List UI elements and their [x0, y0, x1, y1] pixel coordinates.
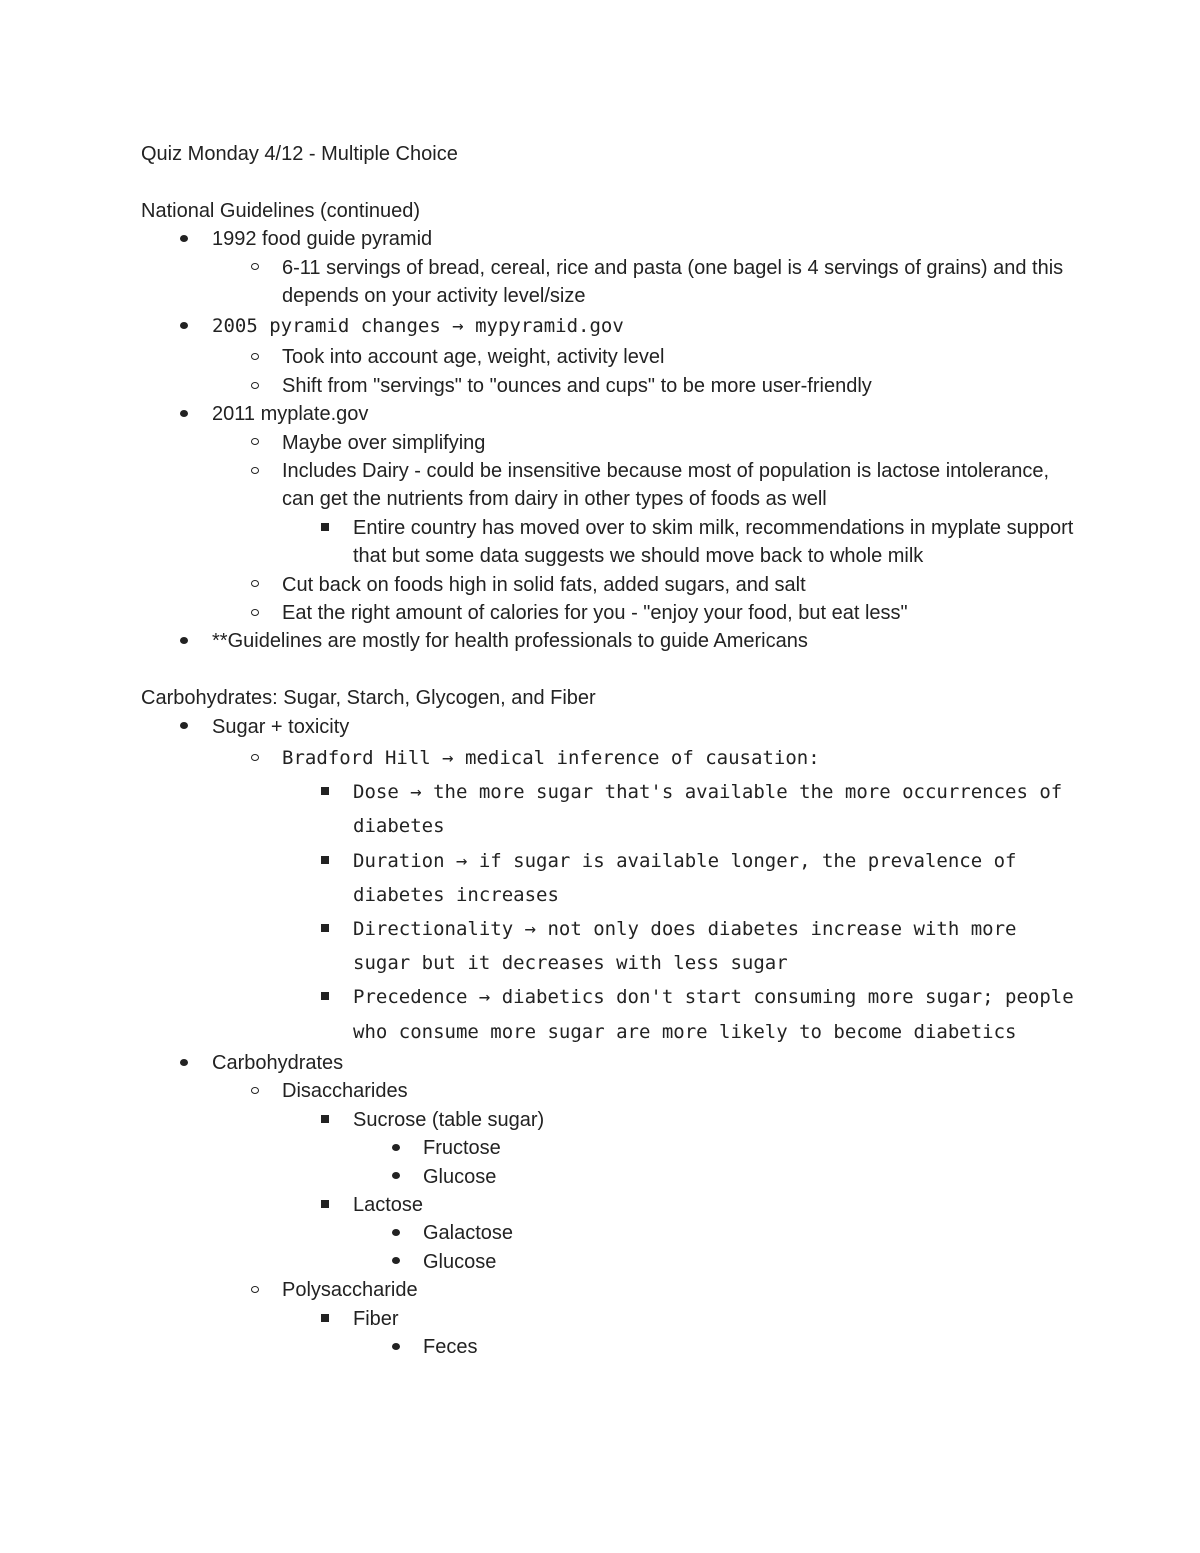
- list-item-text: Eat the right amount of calories for you - "enjoy your food, but eat less": [282, 602, 908, 625]
- list-item: [141, 775, 1081, 843]
- list-item-text: Polysaccharide: [282, 1279, 418, 1302]
- bullet-dot-icon: [174, 1049, 194, 1077]
- list-item-text: 2005 pyramid changes → mypyramid.gov: [212, 315, 624, 338]
- bullet-dot-icon: [174, 713, 194, 741]
- bullet-square-icon: [315, 514, 335, 542]
- list-item-text: Feces: [423, 1335, 478, 1358]
- bullet-ring-icon: [245, 1077, 265, 1105]
- list-item-text: Duration → if sugar is available longer, the prevalence of diabetes increases: [353, 849, 1017, 906]
- list-item-text: Lactose: [353, 1193, 424, 1216]
- bullet-ring-icon: [245, 372, 265, 400]
- bullet-ring-icon: [245, 741, 265, 775]
- list-item-text: Includes Dairy - could be insensitive because most of population is lactose intolerance, can get the nutrients from dairy in other types of foods as well: [282, 460, 1050, 511]
- bullet-dot-icon: [386, 1134, 406, 1162]
- bullet-ring-icon: [245, 457, 265, 485]
- list-item: [141, 254, 1081, 311]
- list-item-text: 6-11 servings of bread, cereal, rice and pasta (one bagel is 4 servings of grains) and this depends on your activity level/size: [282, 256, 1064, 307]
- blank-line: [141, 168, 1081, 196]
- list-item: [141, 1248, 1081, 1276]
- list-item-text: 1992 food guide pyramid: [212, 228, 433, 251]
- list-item: [141, 1333, 1081, 1361]
- list-item-text: Took into account age, weight, activity level: [282, 346, 665, 369]
- document-title: Quiz Monday 4/12 - Multiple Choice: [141, 143, 458, 165]
- bullet-square-icon: [315, 844, 335, 878]
- list-item: [141, 980, 1081, 1048]
- bullet-ring-icon: [245, 599, 265, 627]
- bullet-ring-icon: [245, 1276, 265, 1304]
- list-item: [141, 1163, 1081, 1191]
- list-item: [141, 1049, 1081, 1077]
- list-item-text: **Guidelines are mostly for health professionals to guide Americans: [212, 630, 808, 653]
- bullet-ring-icon: [245, 343, 265, 371]
- list-item: [141, 741, 1081, 775]
- bullet-dot-icon: [174, 627, 194, 655]
- list-item: [141, 713, 1081, 741]
- bullet-ring-icon: [245, 429, 265, 457]
- list-item: [141, 1134, 1081, 1162]
- list-item-text: Maybe over simplifying: [282, 431, 486, 454]
- bullet-dot-icon: [386, 1219, 406, 1247]
- bullet-square-icon: [315, 980, 335, 1014]
- list-item-text: 2011 myplate.gov: [212, 403, 369, 426]
- bullet-square-icon: [315, 775, 335, 809]
- list-item-text: Glucose: [423, 1165, 497, 1188]
- section-heading-national-guidelines: National Guidelines (continued): [141, 199, 421, 222]
- list-item: [141, 1077, 1081, 1105]
- list-item-text: Disaccharides: [282, 1080, 408, 1103]
- bullet-dot-icon: [386, 1163, 406, 1191]
- bullet-dot-icon: [386, 1333, 406, 1361]
- list-item: [141, 1191, 1081, 1219]
- bullet-dot-icon: [174, 400, 194, 428]
- list-item-text: Directionality → not only does diabetes increase with more sugar but it decreases with less sugar: [353, 918, 1017, 975]
- list-item-text: Shift from "servings" to "ounces and cups" to be more user-friendly: [282, 374, 872, 397]
- list-item: [141, 1305, 1081, 1333]
- list-item: [141, 372, 1081, 400]
- bullet-square-icon: [315, 1305, 335, 1333]
- bullet-ring-icon: [245, 571, 265, 599]
- list-item-text: Sucrose (table sugar): [353, 1108, 545, 1131]
- list-item-text: Carbohydrates: [212, 1051, 344, 1074]
- list-item: [141, 571, 1081, 599]
- list-item-text: Fructose: [423, 1137, 501, 1160]
- bullet-square-icon: [315, 1191, 335, 1219]
- list-item: [141, 225, 1081, 253]
- list-item: [141, 310, 1081, 343]
- list-item: [141, 627, 1081, 655]
- blank-line: [141, 656, 1081, 684]
- list-item: [141, 1276, 1081, 1304]
- list-item: [141, 844, 1081, 912]
- list-item: [141, 429, 1081, 457]
- list-item-text: Sugar + toxicity: [212, 715, 350, 738]
- list-item: [141, 400, 1081, 428]
- list-item: [141, 1106, 1081, 1134]
- section-heading-carbohydrates: Carbohydrates: Sugar, Starch, Glycogen, and Fiber: [141, 687, 596, 710]
- bullet-dot-icon: [386, 1248, 406, 1276]
- list-item: [141, 457, 1081, 514]
- bullet-ring-icon: [245, 254, 265, 282]
- list-item: [141, 599, 1081, 627]
- bullet-square-icon: [315, 1106, 335, 1134]
- list-item-text: Fiber: [353, 1307, 399, 1330]
- list-item-text: Glucose: [423, 1250, 497, 1273]
- list-item-text: Entire country has moved over to skim milk, recommendations in myplate support that but some data suggests we should move back to whole milk: [353, 516, 1074, 568]
- bullet-square-icon: [315, 912, 335, 946]
- bullet-dot-icon: [174, 225, 194, 253]
- list-item: [141, 514, 1081, 571]
- document-page: [141, 140, 1081, 1361]
- bullet-dot-icon: [174, 310, 194, 343]
- list-item: [141, 1219, 1081, 1247]
- list-item-text: Precedence → diabetics don't start consuming more sugar; people who consume more sugar are more likely to become diabetics: [353, 986, 1074, 1043]
- list-item: [141, 343, 1081, 371]
- list-item-text: Dose → the more sugar that's available the more occurrences of diabetes: [353, 781, 1063, 838]
- list-item-text: Bradford Hill → medical inference of causation:: [282, 747, 820, 770]
- list-item-text: Cut back on foods high in solid fats, added sugars, and salt: [282, 573, 806, 596]
- list-item: [141, 912, 1081, 980]
- list-item-text: Galactose: [423, 1222, 514, 1245]
